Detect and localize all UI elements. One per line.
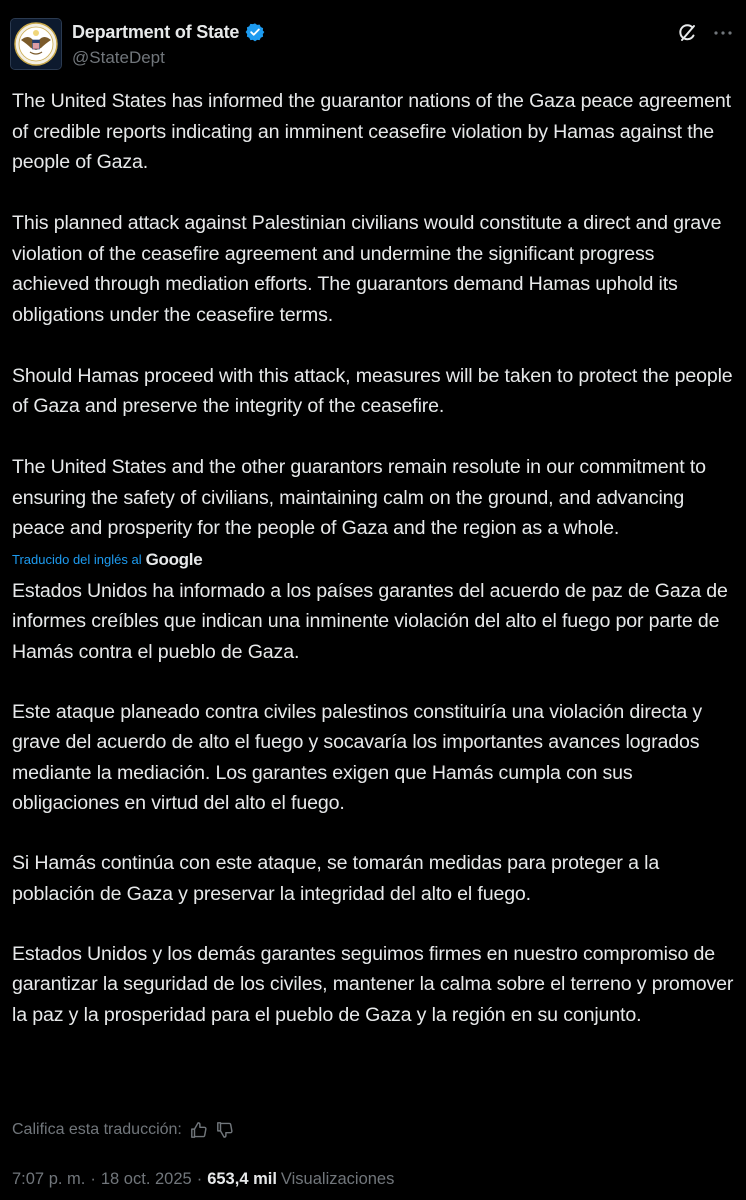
thumbs-down-icon[interactable] xyxy=(216,1121,234,1139)
views-count[interactable]: 653,4 mil xyxy=(207,1169,277,1188)
post-paragraph-en-1: The United States has informed the guarantor nations of the Gaza peace agreement of credible reports indicating an imminent ceasefire violation by Hamas against the people of Gaza. xyxy=(12,90,731,173)
author-info xyxy=(72,20,265,68)
original-text xyxy=(12,86,734,544)
thumbs-up-icon[interactable] xyxy=(190,1121,208,1139)
post-paragraph-es-1: Estados Unidos ha informado a los países garantes del acuerdo de paz de Gaza de informes creíbles que indican una inminente violación del alto el fuego por parte de Hamás contra el pueblo de Gaza. xyxy=(12,579,728,663)
post-paragraph-es-2: Este ataque planeado contra civiles palestinos constituiría una violación directa y grave del acuerdo de alto el fuego y socavaría los importantes avances logrados mediante la mediación. Los garantes exigen que Hamás cumpla con sus obligaciones en virtud del alto el fuego. xyxy=(12,700,703,814)
header-actions xyxy=(676,22,734,44)
post-paragraph-en-3: Should Hamas proceed with this attack, measures will be taken to protect the people of Gaza and preserve the integrity of the ceasefire. xyxy=(12,364,733,417)
google-logo: Google xyxy=(145,549,203,569)
post-meta xyxy=(12,1167,394,1191)
translation-attribution xyxy=(12,544,734,576)
translated-from-label[interactable]: Traducido del inglés al xyxy=(12,552,142,567)
post-paragraph-en-4: The United States and the other guarantors remain resolute in our commitment to ensuring the safety of civilians, maintaining calm on the ground, and advancing peace and prosperity for the people of Gaza and the region as a whole. xyxy=(12,456,706,539)
avatar[interactable] xyxy=(10,18,62,70)
grok-icon[interactable] xyxy=(676,22,698,44)
post-paragraph-en-2: This planned attack against Palestinian civilians would constitute a direct and grave violation of the ceasefire agreement and undermine the significant progress achieved through mediation efforts. The guarantors demand Hamas uphold its obligations under the ceasefire terms. xyxy=(12,212,722,326)
verified-badge-icon[interactable] xyxy=(245,22,265,42)
post-header xyxy=(10,18,734,72)
display-name[interactable]: Department of State xyxy=(72,21,240,42)
translated-text xyxy=(12,576,734,1031)
name-row xyxy=(72,20,265,44)
post-body xyxy=(12,86,734,1030)
meta-separator: · xyxy=(196,1169,203,1188)
post-date[interactable]: 18 oct. 2025 xyxy=(100,1169,192,1188)
author-handle[interactable]: @StateDept xyxy=(72,48,165,67)
meta-separator: · xyxy=(90,1169,96,1188)
views-label: Visualizaciones xyxy=(280,1169,395,1188)
rate-translation xyxy=(12,1118,234,1142)
post-paragraph-es-4: Estados Unidos y los demás garantes seguimos firmes en nuestro compromiso de garantizar la seguridad de los civiles, mantener la calma sobre el terreno y promover la paz y la prosperidad para el pueblo de Gaza y la región en su conjunto. xyxy=(12,942,734,1026)
post-time[interactable]: 7:07 p. m. xyxy=(12,1169,86,1188)
rate-translation-label: Califica esta traducción: xyxy=(12,1121,182,1138)
post-paragraph-es-3: Si Hamás continúa con este ataque, se tomarán medidas para proteger a la población de Gaza y preservar la integridad del alto el fuego. xyxy=(12,852,660,905)
state-seal-icon xyxy=(11,19,61,69)
more-icon[interactable] xyxy=(712,22,734,44)
